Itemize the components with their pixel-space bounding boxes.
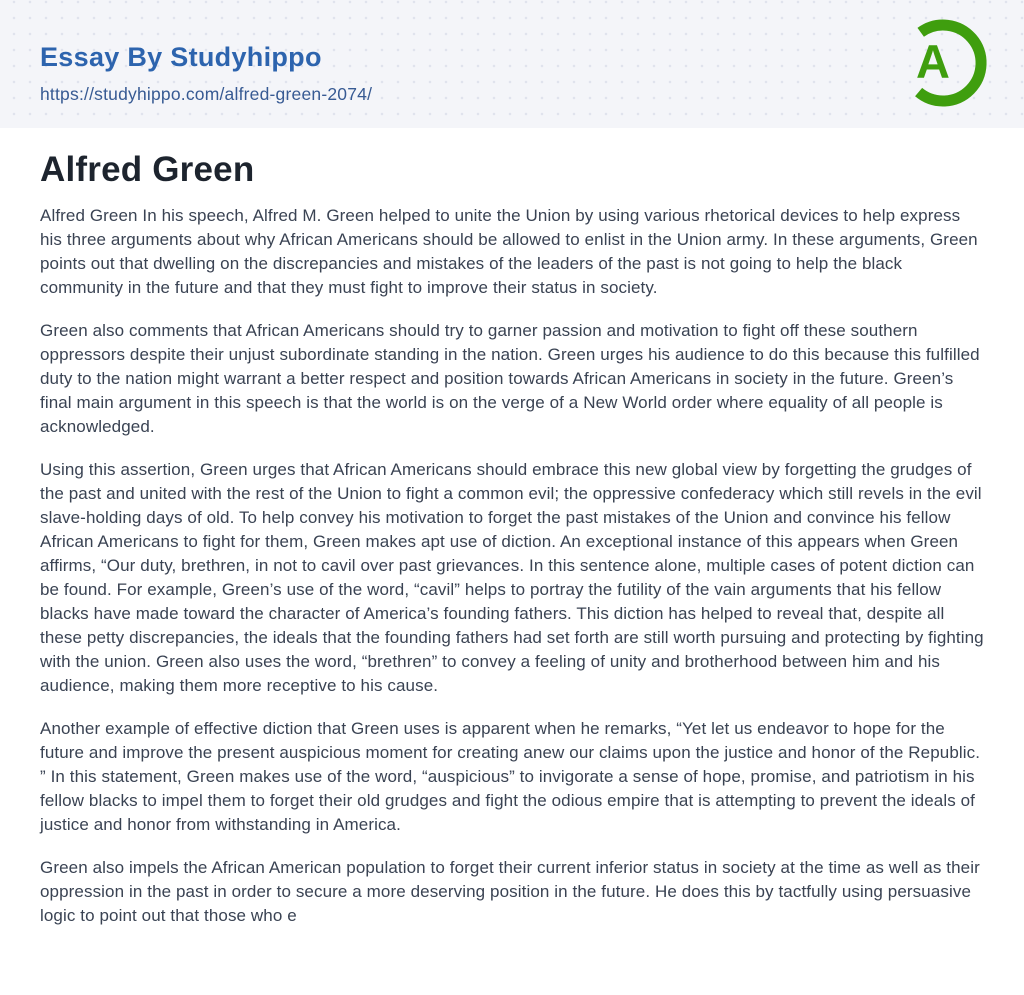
essay-paragraph-5: Green also impels the African American population to forget their current inferior status in society at the time as well as their oppression in the past in order to secure a more deserving position in the future. He does this by tactfully using persuasive logic to point out that those who e xyxy=(40,858,980,925)
logo-letter: A xyxy=(916,35,950,88)
essay-paragraph-2: Green also comments that African Americans should try to garner passion and motivation to fight off these southern oppressors despite their unjust subordinate standing in the nation. Green urges his audience to do this because this fulfilled duty to the nation might warrant a better respect and position towards African Americans in society in the future. Green’s final main argument in this speech is that the world is on the verge of a New World order where equality of all people is acknowledged. xyxy=(40,321,980,436)
essay-title: Alfred Green xyxy=(40,150,255,189)
essay-paragraph-4: Another example of effective diction that Green uses is apparent when he remarks, “Yet let us endeavor to hope for the future and improve the present auspicious moment for creating anew our claims upon the justice and honor of the Republic. ” In this statement, Green makes use of the word, “auspicious” to invigorate a sense of hope, promise, and patriotism in his fellow blacks to impel them to forget their old grudges and fight the odious empire that is attempting to prevent the ideals of justice and honor from withstanding in America. xyxy=(40,719,981,834)
essay-paragraph-3: Using this assertion, Green urges that African Americans should embrace this new global view by forgetting the grudges of the past and united with the rest of the Union to fight a common evil; the oppressive confederacy which still revels in the evil slave-holding days of old. To help convey his motivation to forget the past mistakes of the Union and convince his fellow African Americans to fight for them, Green makes apt use of diction. An exceptional instance of this appears when Green affirms, “Our duty, brethren, in not to cavil over past grievances. In this sentence alone, multiple cases of potent diction can be found. For example, Green’s use of the word, “cavil” helps to portray the futility of the vain arguments that his fellow blacks have made toward the character of America’s founding fathers. This diction has helped to reveal that, despite all these petty discrepancies, the ideals that the founding fathers had set forth are still worth pursuing and protecting by fighting with the union. Green also uses the word, “brethren” to convey a feeling of unity and brotherhood between him and his audience, making them more receptive to his cause. xyxy=(40,460,984,695)
essay-paragraph-1: Alfred Green In his speech, Alfred M. Green helped to unite the Union by using various rhetorical devices to help express his three arguments about why African Americans should be allowed to enlist in the Union army. In these arguments, Green points out that dwelling on the discrepancies and mistakes of the leaders of the past is not going to help the black community in the future and that they must fight to improve their status in society. xyxy=(40,206,978,297)
site-label: Essay By Studyhippo xyxy=(40,42,322,72)
essay-content xyxy=(0,128,1024,995)
studyhippo-logo xyxy=(896,16,990,110)
source-url-link[interactable]: https://studyhippo.com/alfred-green-2074/ xyxy=(40,84,373,104)
page-header xyxy=(0,0,1024,128)
